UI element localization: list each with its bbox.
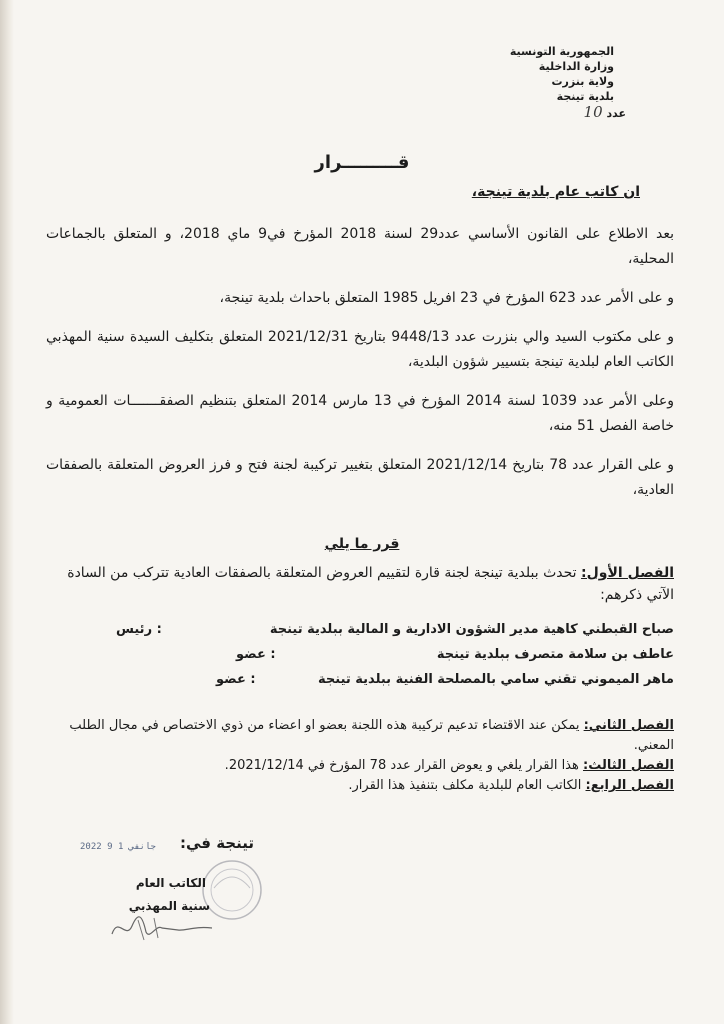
member-row xyxy=(46,647,674,672)
member-name: ماهر الميموني تقني سامي بالمصلحة الفنية ببلدية تينجة xyxy=(318,672,674,687)
preamble xyxy=(46,222,674,517)
member-row xyxy=(46,622,674,647)
article-1 xyxy=(46,562,674,606)
intro-line: ان كاتب عام بلدية تينجة، xyxy=(471,184,640,200)
document-title: قـــــــــرار xyxy=(314,152,410,173)
preamble-paragraph: و على مكتوب السيد والي بنزرت عدد 9448/13 بتاريخ 2021/12/31 المتعلق بتكليف السيدة سنية المهذبي الكاتب العام لبلدية تينجة بتسيير شؤون البلدية، xyxy=(46,329,674,370)
letterhead-line: الجمهورية التونسية xyxy=(509,45,614,58)
reference-label: عدد xyxy=(606,107,626,120)
article-text: يمكن عند الاقتضاء تدعيم تركيبة هذه اللجنة بعضو او اعضاء من ذوي الاختصاص في مجال الطلب المعني. xyxy=(69,718,674,753)
letterhead xyxy=(454,44,626,122)
article-text: هذا القرار يلغي و يعوض القرار عدد 78 المؤرخ في 2021/12/14. xyxy=(224,758,579,773)
article-paragraph xyxy=(46,716,674,756)
article-label: الفصل الثالث: xyxy=(583,758,674,773)
letterhead-line: بلدية تينجة xyxy=(556,90,614,103)
member-role: : رئيس xyxy=(116,622,162,637)
letterhead-line: ولاية بنزرت xyxy=(551,75,614,88)
member-row xyxy=(46,672,674,697)
preamble-paragraph: و على الأمر عدد 623 المؤرخ في 23 افريل 1985 المتعلق باحداث بلدية تينجة، xyxy=(219,290,674,306)
article-label: الفصل الثاني: xyxy=(583,718,674,733)
preamble-paragraph: بعد الاطلاع على القانون الأساسي عدد29 لسنة 2018 المؤرخ في9 ماي 2018، و المتعلق بالجماعات المحلية، xyxy=(46,226,675,267)
handwritten-signature-icon xyxy=(108,906,218,946)
committee-members xyxy=(46,622,674,697)
member-role: : عضو xyxy=(236,647,276,662)
preamble-paragraph: و على القرار عدد 78 بتاريخ 2021/12/14 المتعلق بتغيير تركيبة لجنة فتح و فرز العروض المتعلقة بالصفقات العادية، xyxy=(46,457,674,498)
decision-heading: قرر ما يلي xyxy=(324,536,400,552)
place-date-line: تينجة في: xyxy=(179,834,254,852)
article-paragraph xyxy=(46,756,674,776)
article-label: الفصل الرابع: xyxy=(585,778,674,793)
signatory-name: سنية المهذبي xyxy=(128,899,210,913)
article-text: تحدث ببلدية تينجة لجنة قارة لتقييم العروض المتعلقة بالصفقات العادية تتركب من السادة الآتي ذكرهم: xyxy=(67,565,674,603)
date-stamp: 2022 جانفي 1 9 xyxy=(80,842,156,852)
member-name: عاطف بن سلامة متصرف ببلدية تينجة xyxy=(436,647,674,662)
other-articles xyxy=(46,716,674,796)
signatory-title: الكاتب العام xyxy=(135,876,206,890)
article-text: الكاتب العام للبلدية مكلف بتنفيذ هذا القرار. xyxy=(348,778,582,793)
preamble-paragraph: وعلى الأمر عدد 1039 لسنة 2014 المؤرخ في 13 مارس 2014 المتعلق بتنظيم الصفقـــــــات العمومية و خاصة الفصل 51 منه، xyxy=(46,393,674,434)
letterhead-line: وزارة الداخلية xyxy=(538,60,614,73)
article-label: الفصل الأول: xyxy=(581,565,674,581)
reference-number xyxy=(454,104,626,122)
member-role: : عضو xyxy=(216,672,256,687)
member-name: صباح القبطني كاهية مدير الشؤون الادارية و المالية ببلدية تينجة xyxy=(269,622,674,637)
article-paragraph xyxy=(46,776,674,796)
handwritten-number: 10 xyxy=(583,103,603,121)
